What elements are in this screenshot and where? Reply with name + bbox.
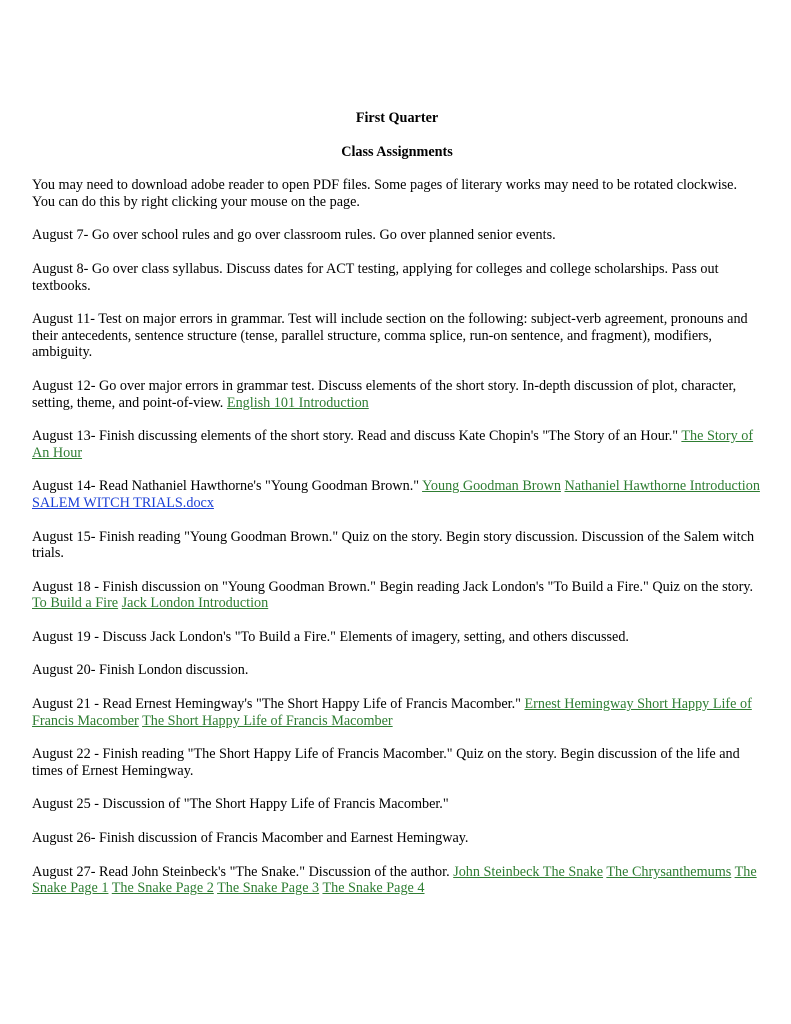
assignment-link[interactable]: Young Goodman Brown	[422, 478, 561, 495]
assignment-list	[32, 227, 762, 896]
assignment-entry	[32, 662, 762, 679]
assignment-entry	[32, 796, 762, 813]
assignment-entry	[32, 428, 762, 461]
intro-paragraph: You may need to download adobe reader to open PDF files. Some pages of literary works may need to be rotated clockwise. You can do this by right clicking your mouse on the page.	[32, 177, 737, 210]
assignment-text: August 18 - Finish discussion on "Young Goodman Brown." Begin reading Jack London's "To Build a Fire." Quiz on the story.	[32, 578, 754, 595]
assignment-text: August 8- Go over class syllabus. Discuss dates for ACT testing, applying for colleges and college scholarships. Pass out textbooks.	[32, 260, 719, 294]
assignment-text: August 21 - Read Ernest Hemingway's "The Short Happy Life of Francis Macomber."	[32, 696, 521, 713]
assignment-link[interactable]: The Short Happy Life of Francis Macomber	[142, 712, 393, 729]
assignment-link[interactable]: SALEM WITCH TRIALS.docx	[32, 494, 214, 511]
assignment-link[interactable]: The Story of An Hour	[32, 428, 754, 461]
assignment-text: August 12- Go over major errors in grammar test. Discuss elements of the short story. In-depth discussion of plot, character, setting, theme, and point-of-view.	[32, 377, 737, 411]
assignment-link[interactable]: The Chrysanthemums	[606, 863, 732, 880]
assignment-entry	[32, 746, 762, 779]
assignment-entry	[32, 311, 762, 361]
assignment-text: August 11- Test on major errors in grammar. Test will include section on the following: subject-verb agreement, pronouns and their antecedents, sentence structure (tense, parallel structure, comma splice, run-on sentence, and fragment), modifiers, ambiguity.	[32, 311, 748, 361]
assignment-link[interactable]: Nathaniel Hawthorne Introduction	[564, 478, 760, 495]
assignment-text: August 27- Read John Steinbeck's "The Snake." Discussion of the author.	[32, 863, 450, 880]
assignment-link[interactable]: The Snake Page 2	[111, 880, 214, 897]
document-page	[32, 110, 762, 914]
assignment-text: August 20- Finish London discussion.	[32, 662, 249, 679]
assignment-text: August 13- Finish discussing elements of the short story. Read and discuss Kate Chopin's "The Story of an Hour."	[32, 428, 679, 445]
assignment-link[interactable]: To Build a Fire	[32, 595, 119, 612]
assignment-link[interactable]: Jack London Introduction	[121, 595, 269, 612]
assignment-entry	[32, 227, 762, 244]
assignment-text: August 25 - Discussion of "The Short Happy Life of Francis Macomber."	[32, 796, 449, 813]
assignment-link[interactable]: Ernest Hemingway Short Happy Life of Francis Macomber	[32, 696, 752, 729]
assignment-link[interactable]: John Steinbeck The Snake	[453, 863, 604, 880]
assignment-entry	[32, 629, 762, 646]
assignment-link[interactable]: The Snake Page 4	[322, 880, 425, 897]
assignment-text: August 19 - Discuss Jack London's "To Build a Fire." Elements of imagery, setting, and others discussed.	[32, 628, 629, 645]
assignment-entry	[32, 830, 762, 847]
assignment-entry	[32, 261, 762, 294]
assignment-text: August 15- Finish reading "Young Goodman Brown." Quiz on the story. Begin story discussion. Discussion of the Salem witch trials.	[32, 528, 755, 562]
assignment-entry	[32, 478, 762, 511]
assignment-link[interactable]: The Snake Page 3	[217, 880, 320, 897]
assignment-entry	[32, 696, 762, 729]
assignment-entry	[32, 579, 762, 612]
assignment-link[interactable]: English 101 Introduction	[226, 394, 369, 411]
assignment-text: August 14- Read Nathaniel Hawthorne's "Young Goodman Brown."	[32, 478, 420, 495]
assignment-text: August 22 - Finish reading "The Short Happy Life of Francis Macomber." Quiz on the story. Begin discussion of the life and times of Ernest Hemingway.	[32, 746, 740, 779]
assignment-text: August 7- Go over school rules and go over classroom rules. Go over planned senior events.	[32, 227, 556, 244]
page-title: First Quarter	[355, 110, 439, 126]
assignment-entry	[32, 529, 762, 562]
assignment-link[interactable]: The Snake Page 1	[32, 863, 757, 897]
assignment-text: August 26- Finish discussion of Francis Macomber and Earnest Hemingway.	[32, 830, 469, 847]
assignment-entry	[32, 864, 762, 897]
assignment-entry	[32, 378, 762, 411]
page-subtitle: Class Assignments	[341, 143, 453, 160]
